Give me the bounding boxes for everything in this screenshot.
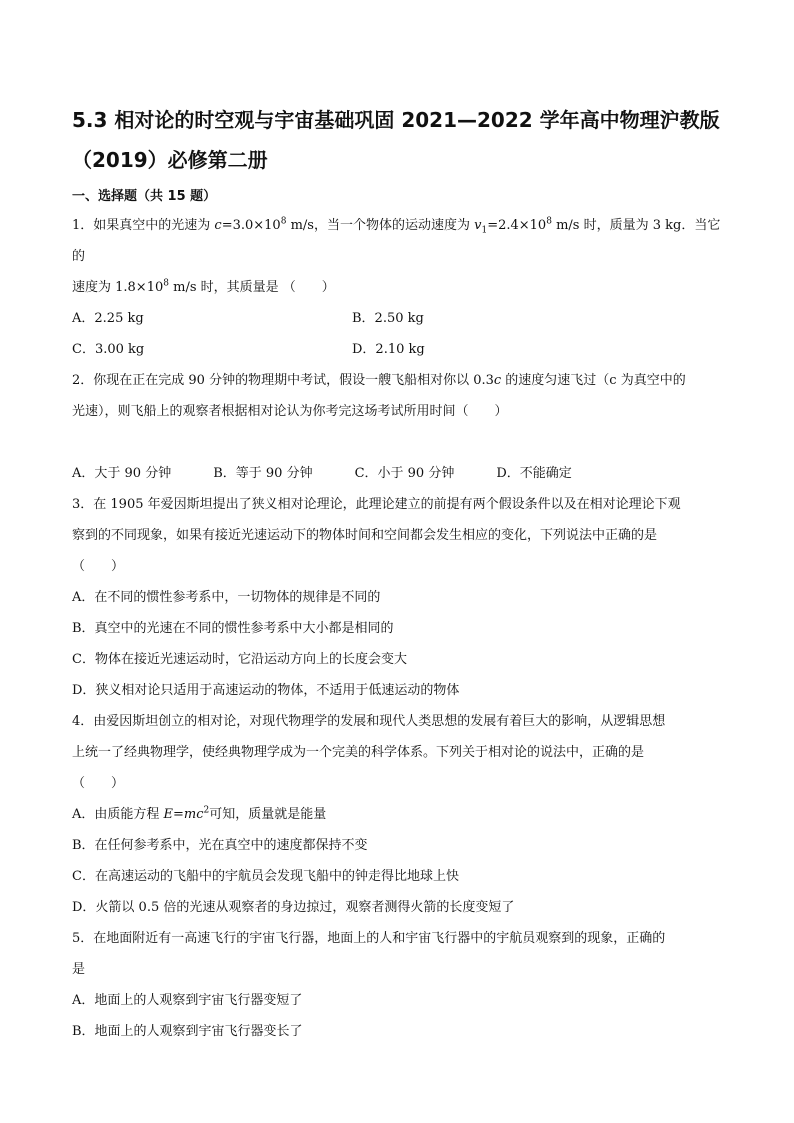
- document-title: [72, 100, 722, 180]
- q3-option-c[interactable]: C．物体在接近光速运动时，它沿运动方向上的长度会变大: [72, 652, 407, 667]
- q1-exponent: 8: [163, 278, 169, 289]
- q1-text: m/s，当一个物体的运动速度为: [286, 218, 475, 233]
- title-line-2: （2019）必修第二册: [72, 148, 268, 172]
- q4-option-c[interactable]: C．在高速运动的飞船中的宇航员会发现飞船中的钟走得比地球上快: [72, 869, 459, 884]
- q1-option-a[interactable]: A．2.25 kg: [72, 311, 144, 326]
- question-5: [72, 923, 722, 1047]
- q3-text: 察到的不同现象，如果有接近光速运动下的物体时间和空间都会发生相应的变化，下列说法中正确的是: [72, 528, 658, 543]
- q2-var-c: c: [493, 373, 502, 388]
- q5-text: 5．在地面附近有一高速飞行的宇宙飞行器，地面上的人和宇宙飞行器中的宇航员观察到的现象，正确的: [72, 931, 666, 946]
- q4-text: （ ）: [72, 776, 125, 791]
- q2-text: 2．你现在正在完成 90 分钟的物理期中考试，假设一艘飞船相对你以 0.3: [72, 373, 494, 388]
- q2-option-b[interactable]: B．等于 90 分钟: [213, 466, 313, 481]
- q2-text: 光速），则飞船上的观察者根据相对论认为你考完这场考试所用时间（ ）: [72, 404, 508, 419]
- q3-option-b[interactable]: B．真空中的光速在不同的惯性参考系中大小都是相同的: [72, 621, 394, 636]
- q4-text: 上统一了经典物理学，使经典物理学成为一个完美的科学体系。下列关于相对论的说法中，正确的是: [72, 745, 645, 760]
- question-4: [72, 706, 722, 923]
- q4-option-a-text: A．由质能方程: [72, 807, 164, 822]
- q3-text: （ ）: [72, 559, 125, 574]
- q3-option-d[interactable]: D．狭义相对论只适用于高速运动的物体，不适用于低速运动的物体: [72, 683, 460, 698]
- question-1-options-row-2: [72, 334, 722, 365]
- question-5-stem: [72, 923, 722, 985]
- question-1: [72, 210, 722, 365]
- q2-text: 的速度匀速飞过（c 为真空中的: [501, 373, 686, 388]
- q1-text: =2.4×10: [487, 218, 547, 233]
- question-4-stem: [72, 706, 722, 799]
- section-heading: 一、选择题（共 15 题）: [72, 189, 217, 204]
- question-2-stem: [72, 365, 722, 427]
- q1-text: 1．如果真空中的光速为: [72, 218, 215, 233]
- question-1-stem: [72, 210, 722, 303]
- q4-option-d[interactable]: D．火箭以 0.5 倍的光速从观察者的身边掠过，观察者测得火箭的长度变短了: [72, 900, 515, 915]
- q1-exponent: 8: [546, 216, 552, 227]
- q1-text: =3.0×10: [221, 218, 281, 233]
- q4-option-b[interactable]: B．在任何参考系中，光在真空中的速度都保持不变: [72, 838, 368, 853]
- q1-text: m/s 时，其质量是 （ ）: [168, 280, 335, 295]
- title-line-1: 5.3 相对论的时空观与宇宙基础巩固 2021—2022 学年高中物理沪教版: [72, 108, 720, 132]
- question-3-stem: [72, 489, 722, 582]
- q4-formula-exponent: 2: [203, 805, 210, 816]
- q1-var-v: v: [474, 218, 482, 233]
- q3-text: 3．在 1905 年爱因斯坦提出了狭义相对论理论，此理论建立的前提有两个假设条件以及在相对论理论下观: [72, 497, 681, 512]
- q5-text: 是: [72, 962, 86, 977]
- question-3: [72, 489, 722, 706]
- spacer: [72, 427, 722, 458]
- question-2: [72, 365, 722, 489]
- q4-option-a[interactable]: [72, 799, 722, 830]
- q1-exponent: 8: [280, 216, 287, 227]
- q1-option-d[interactable]: D．2.10 kg: [352, 342, 425, 357]
- q1-option-b[interactable]: B．2.50 kg: [352, 311, 424, 326]
- q5-option-a[interactable]: A．地面上的人观察到宇宙飞行器变短了: [72, 993, 303, 1008]
- q4-formula: E=mc: [163, 807, 204, 822]
- q2-option-c[interactable]: C．小于 90 分钟: [354, 466, 455, 481]
- q4-text: 4．由爱因斯坦创立的相对论，对现代物理学的发展和现代人类思想的发展有着巨大的影响，从逻辑思想: [72, 714, 666, 729]
- q2-option-a[interactable]: A．大于 90 分钟: [72, 466, 172, 481]
- q1-option-c[interactable]: C．3.00 kg: [72, 342, 145, 357]
- question-1-options-row-1: [72, 303, 722, 334]
- q1-subscript: 1: [481, 225, 488, 236]
- q2-option-d[interactable]: D．不能确定: [496, 466, 572, 481]
- q1-text: 速度为 1.8×10: [72, 280, 164, 295]
- q1-text: m/s 时，质量为 3 kg．当它的: [72, 218, 721, 264]
- q4-option-a-text: 可知，质量就是能量: [209, 807, 327, 822]
- q5-option-b[interactable]: B．地面上的人观察到宇宙飞行器变长了: [72, 1024, 303, 1039]
- question-2-options: [72, 458, 722, 489]
- q3-option-a[interactable]: A．在不同的惯性参考系中，一切物体的规律是不同的: [72, 590, 381, 605]
- q1-var-c: c: [214, 218, 222, 233]
